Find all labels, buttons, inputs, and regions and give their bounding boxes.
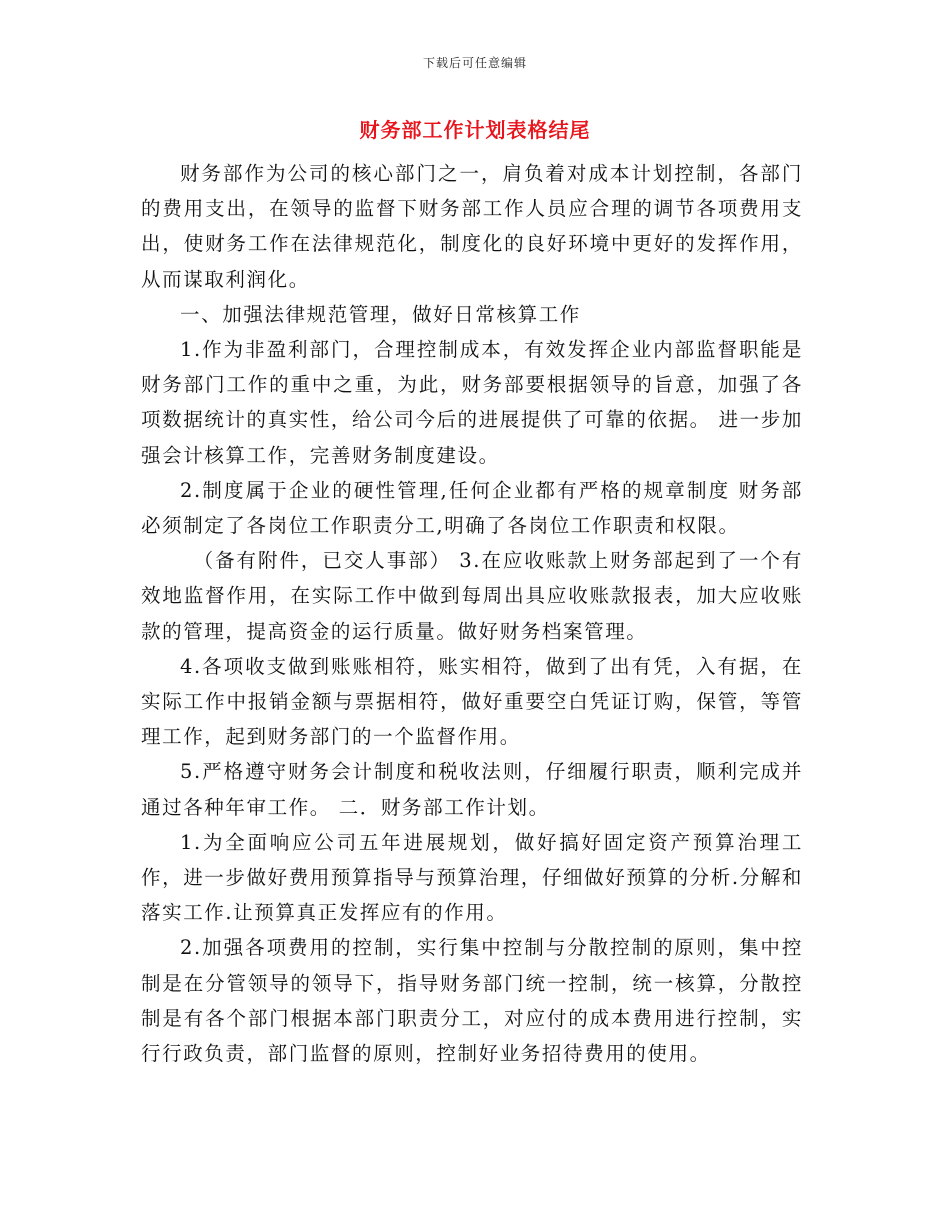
document-title: 财务部工作计划表格结尾 [359, 118, 591, 142]
paragraph-plan-2: 2.加强各项费用的控制，实行集中控制与分散控制的原则，集中控制是在分管领导的领导下，指导财务部门统一控制，统一核算，分散控制是有各个部门根据本部门职责分工，对应付的成本费用进行控制，实行行政负责，部门监督的原则，控制好业务招待费用的使用。 [141, 936, 803, 1066]
paragraph-item-2: 2.制度属于企业的硬性管理,任何企业都有严格的规章制度 财务部必须制定了各岗位工作职责分工,明确了各岗位工作职责和权限。 [141, 478, 803, 538]
paragraph-item-5: 5.严格遵守财务会计制度和税收法则，仔细履行职责，顺利完成并通过各种年审工作。 二．财务部工作计划。 [141, 760, 803, 819]
paragraph-item-1: 1.作为非盈利部门，合理控制成本，有效发挥企业内部监督职能是财务部门工作的重中之重，为此，财务部要根据领导的旨意，加强了各项数据统计的真实性，给公司今后的进展提供了可靠的依据。 进一步加强会计核算工作，完善财务制度建设。 [141, 338, 803, 467]
paragraph-item-3: （备有附件，已交人事部） 3.在应收账款上财务部起到了一个有效地监督作用，在实际工作中做到每周出具应收账款报表，加大应收账款的管理，提高资金的运行质量。做好财务档案管理。 [141, 549, 803, 643]
header-note: 下载后可任意编辑 [422, 56, 527, 70]
paragraph-intro: 财务部作为公司的核心部门之一，肩负着对成本计划控制，各部门的费用支出，在领导的监督下财务部工作人员应合理的调节各项费用支出，使财务工作在法律规范化，制度化的良好环境中更好的发挥作用，从而谋取利润化。 [141, 162, 803, 291]
document-body [141, 156, 803, 1071]
paragraph-plan-1: 1.为全面响应公司五年进展规划，做好搞好固定资产预算治理工作，进一步做好费用预算指导与预算治理，仔细做好预算的分析.分解和落实工作.让预算真正发挥应有的作用。 [141, 830, 803, 925]
paragraph-item-4: 4.各项收支做到账账相符，账实相符，做到了出有凭，入有据，在实际工作中报销金额与票据相符，做好重要空白凭证订购，保管，等管理工作，起到财务部门的一个监督作用。 [141, 654, 803, 749]
section-heading-1: 一、加强法律规范管理，做好日常核算工作 [180, 302, 581, 326]
